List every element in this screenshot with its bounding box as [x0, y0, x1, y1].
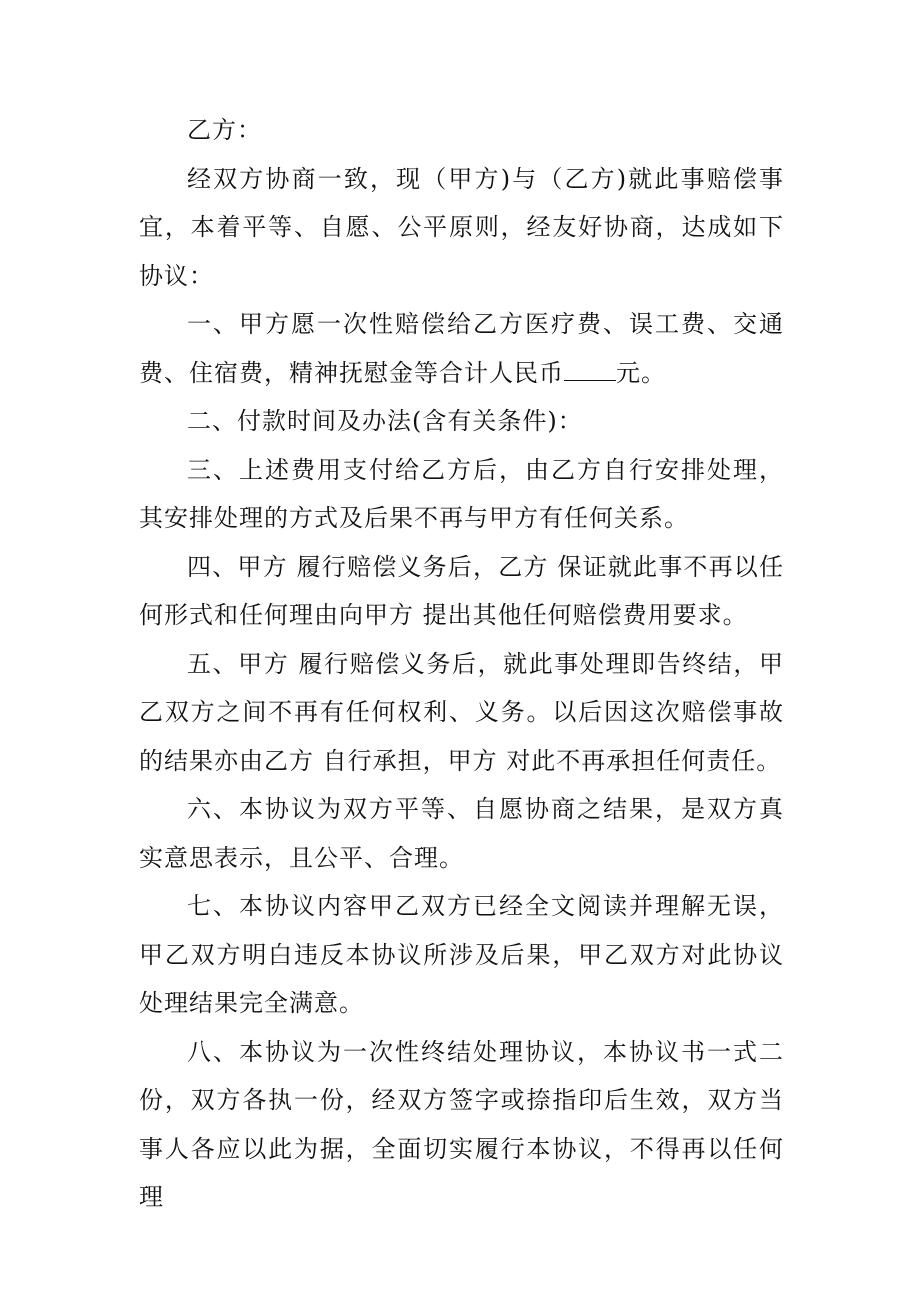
clause-7: 七、本协议内容甲乙双方已经全文阅读并理解无误，甲乙双方明白违反本协议所涉及后果，甲乙双方对此协议处理结果完全满意。 [139, 892, 784, 1017]
clause-5: 五、甲方 履行赔偿义务后，就此事处理即告终结，甲乙双方之间不再有任何权利、义务。以后因这次赔偿事故的结果亦由乙方 自行承担，甲方 对此不再承担任何责任。 [139, 649, 784, 775]
clause-4: 四、甲方 履行赔偿义务后，乙方 保证就此事不再以任何形式和任何理由向甲方 提出其他任何赔偿费用要求。 [139, 552, 784, 629]
amount-blank [564, 358, 616, 381]
clause-1-text: 一、甲方愿一次性赔偿给乙方医疗费、误工费、交通费、住宿费，精神抚慰金等合计人民币 [139, 310, 784, 387]
agreement-body [139, 106, 784, 1222]
intro-paragraph: 经双方协商一致，现（甲方)与（乙方)就此事赔偿事宜，本着平等、自愿、公平原则，经友好协商，达成如下协议： [139, 164, 784, 290]
party-b-label: 乙方： [187, 116, 262, 144]
clause-6: 六、本协议为双方平等、自愿协商之结果，是双方真实意思表示，且公平、合理。 [139, 795, 784, 872]
clause-8: 八、本协议为一次性终结处理协议，本协议书一式二份，双方各执一份，经双方签字或捺指印后生效，双方当事人各应以此为据，全面切实履行本协议，不得再以任何理 [139, 1037, 784, 1211]
clause-2: 二、付款时间及办法(含有关条件)： [187, 407, 583, 435]
clause-1 [139, 300, 784, 397]
clause-1-suffix: 元。 [616, 358, 666, 387]
clause-3: 三、上述费用支付给乙方后，由乙方自行安排处理，其安排处理的方式及后果不再与甲方有任何关系。 [139, 455, 784, 532]
